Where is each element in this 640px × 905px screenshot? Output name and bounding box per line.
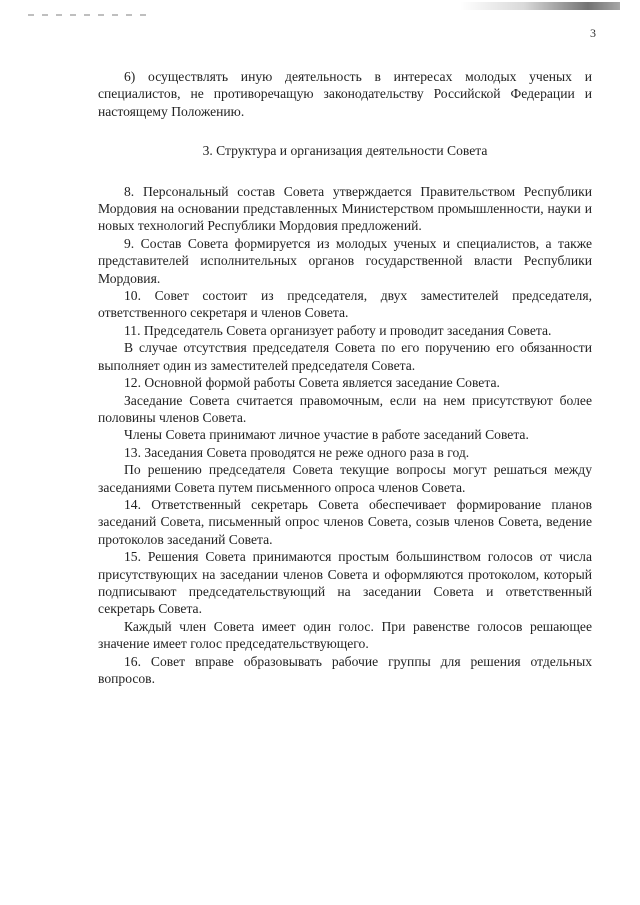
page-number: 3: [590, 26, 596, 40]
paragraph-12-quorum: Заседание Совета считается правомочным, если на нем присутствуют более половины членов Совета.: [98, 392, 592, 425]
paragraph-12-participation: Члены Совета принимают личное участие в работе заседаний Совета.: [124, 427, 529, 443]
paragraph-15: 15. Решения Совета принимаются простым большинством голосов от числа присутствующих на заседании членов Совета и оформляются протоколом, который подписывают председательствующий на заседании Совета и ответственный секретарь Совета.: [98, 549, 592, 617]
scan-artifact-right: [460, 2, 620, 10]
item-6-paragraph: 6) осуществлять иную деятельность в интересах молодых ученых и специалистов, не противоречащую законодательству Российской Федерации и настоящему Положению.: [98, 69, 592, 119]
document-body: [98, 68, 592, 687]
section-3-title: 3. Структура и организация деятельности Совета: [202, 143, 488, 159]
paragraph-13-written-poll: По решению председателя Совета текущие вопросы могут решаться между заседаниями Совета путем письменного опроса членов Совета.: [98, 462, 592, 495]
paragraph-11-absence: В случае отсутствия председателя Совета по его поручению его обязанности выполняет один из заместителей председателя Совета.: [98, 340, 592, 373]
paragraph-12: 12. Основной формой работы Совета является заседание Совета.: [124, 375, 500, 391]
paragraph-16: 16. Совет вправе образовывать рабочие группы для решения отдельных вопросов.: [98, 653, 592, 686]
paragraph-14: 14. Ответственный секретарь Совета обеспечивает формирование планов заседаний Совета, письменный опрос членов Совета, созыв членов Совета, ведение протоколов заседаний Совета.: [98, 496, 592, 547]
scan-artifact-left: [28, 14, 148, 16]
paragraph-10: 10. Совет состоит из председателя, двух заместителей председателя, ответственного секретаря и членов Совета.: [98, 288, 592, 321]
paragraph-15-votes: Каждый член Совета имеет один голос. При равенстве голосов решающее значение имеет голос председательствующего.: [98, 618, 592, 652]
paragraph-9: 9. Состав Совета формируется из молодых ученых и специалистов, а также представителей исполнительных органов государственной власти Республики Мордовия.: [98, 235, 592, 286]
paragraph-13: 13. Заседания Совета проводятся не реже одного раза в год.: [124, 444, 470, 460]
paragraph-11: 11. Председатель Совета организует работу и проводит заседания Совета.: [124, 322, 552, 338]
paragraph-8: 8. Персональный состав Совета утверждается Правительством Республики Мордовия на основании представленных Министерством промышленности, науки и новых технологий Республики Мордовия предложений.: [98, 183, 592, 234]
